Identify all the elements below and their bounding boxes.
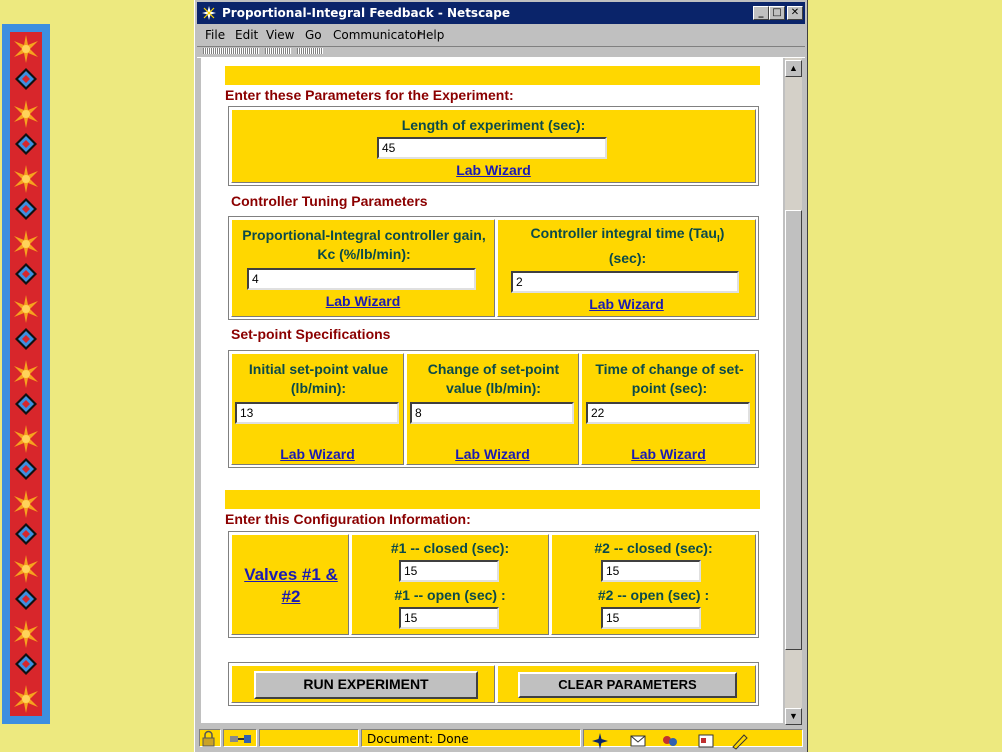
initial-setpoint-label: Initial set-point value (lb/min): — [248, 361, 389, 396]
netscape-icon — [201, 5, 217, 21]
connection-cell — [223, 729, 257, 747]
lab-wizard-link-gain[interactable]: Lab Wizard — [325, 293, 401, 309]
valve1-cell — [351, 534, 549, 635]
diamond-motif-icon — [14, 392, 38, 416]
lab-wizard-link-change[interactable]: Lab Wizard — [455, 446, 530, 462]
progress-cell — [259, 729, 359, 747]
address-book-icon[interactable] — [696, 732, 716, 750]
sun-motif-icon — [11, 229, 41, 259]
integral-cell — [497, 219, 756, 317]
menu-file[interactable]: File — [205, 28, 226, 42]
status-text-cell — [361, 729, 581, 747]
lab-wizard-link-integral[interactable]: Lab Wizard — [589, 296, 664, 312]
setpoint-panel — [228, 350, 759, 468]
minimize-button[interactable]: _ — [753, 6, 769, 20]
sun-motif-icon — [11, 684, 41, 714]
component-bar — [583, 729, 803, 747]
tuning-heading: Controller Tuning Parameters — [231, 193, 428, 209]
mail-icon[interactable] — [628, 732, 648, 750]
navigator-icon[interactable] — [590, 732, 610, 750]
toolbar-grip-1[interactable] — [203, 48, 259, 54]
sun-motif-icon — [11, 489, 41, 519]
sun-motif-icon — [11, 359, 41, 389]
time-setpoint-label: Time of change of set-point (sec): — [595, 361, 744, 396]
diamond-motif-icon — [14, 197, 38, 221]
lab-wizard-link-initial[interactable]: Lab Wizard — [280, 446, 355, 462]
experiment-cell — [231, 109, 756, 183]
integral-label: Controller integral time (Tau$_I$) — [530, 225, 725, 245]
menu-bar — [197, 25, 805, 45]
time-setpoint-input[interactable]: 22 — [586, 402, 750, 424]
time-setpoint-cell — [581, 353, 756, 465]
maximize-button[interactable]: □ — [769, 6, 785, 20]
scroll-down-button[interactable]: ▼ — [785, 708, 802, 725]
clear-cell — [497, 665, 756, 703]
browser-window — [194, 0, 808, 752]
change-setpoint-cell — [406, 353, 579, 465]
valve2-closed-input[interactable]: 15 — [601, 560, 701, 582]
toolbar-grip-2[interactable] — [265, 48, 291, 54]
diamond-motif-icon — [14, 132, 38, 156]
gain-label: Proportional-Integral controller gain, Kc (%/lb/min): — [242, 227, 486, 262]
valve2-open-input[interactable]: 15 — [601, 607, 701, 629]
diamond-motif-icon — [14, 522, 38, 546]
valve1-closed-label: #1 -- closed (sec): — [390, 540, 510, 556]
newsgroups-icon[interactable] — [660, 732, 680, 750]
sun-motif-icon — [11, 99, 41, 129]
sun-motif-icon — [11, 619, 41, 649]
setpoint-heading: Set-point Specifications — [231, 326, 391, 342]
page-content — [201, 58, 783, 723]
decorative-border-strip — [2, 24, 50, 724]
valve2-closed-label: #2 -- closed (sec): — [594, 540, 713, 556]
initial-setpoint-cell — [231, 353, 404, 465]
scroll-thumb[interactable] — [785, 210, 802, 650]
decorative-pattern — [10, 32, 42, 716]
lab-wizard-link-time[interactable]: Lab Wizard — [631, 446, 706, 462]
toolbar-grip-3[interactable] — [297, 48, 323, 54]
yellow-divider-2 — [225, 490, 760, 509]
status-bar — [197, 727, 805, 750]
menu-help[interactable]: Help — [417, 28, 445, 42]
valve1-open-label: #1 -- open (sec) : — [394, 587, 506, 603]
config-heading: Enter this Configuration Information: — [225, 511, 471, 527]
diamond-motif-icon — [14, 327, 38, 351]
diamond-motif-icon — [14, 67, 38, 91]
config-panel — [228, 531, 759, 638]
sun-motif-icon — [11, 164, 41, 194]
sun-motif-icon — [11, 34, 41, 64]
valve2-open-label: #2 -- open (sec) : — [597, 587, 710, 603]
scroll-up-button[interactable]: ▲ — [785, 60, 802, 77]
diamond-motif-icon — [14, 652, 38, 676]
menu-edit[interactable]: Edit — [235, 28, 259, 42]
sun-motif-icon — [11, 554, 41, 584]
change-setpoint-input[interactable]: 8 — [410, 402, 574, 424]
valve2-cell — [551, 534, 756, 635]
close-button[interactable]: ✕ — [787, 6, 803, 20]
menu-communicator[interactable]: Communicator — [333, 28, 422, 42]
experiment-panel — [228, 106, 759, 186]
integral-label-unit: (sec): — [608, 250, 647, 266]
menu-view[interactable]: View — [266, 28, 295, 42]
title-bar — [197, 2, 805, 24]
sun-motif-icon — [11, 424, 41, 454]
length-input[interactable]: 45 — [377, 137, 607, 159]
security-cell[interactable] — [199, 729, 221, 747]
yellow-divider — [225, 66, 760, 85]
composer-icon[interactable] — [730, 732, 750, 750]
plug-icon — [228, 730, 254, 748]
initial-setpoint-input[interactable]: 13 — [235, 402, 399, 424]
menu-go[interactable]: Go — [305, 28, 322, 42]
change-setpoint-label: Change of set-point value (lb/min): — [427, 361, 560, 396]
run-experiment-button[interactable]: RUN EXPERIMENT — [254, 671, 478, 699]
valve1-closed-input[interactable]: 15 — [399, 560, 499, 582]
gain-input[interactable]: 4 — [247, 268, 476, 290]
valve1-open-input[interactable]: 15 — [399, 607, 499, 629]
length-label: Length of experiment (sec): — [401, 117, 586, 133]
valves-link[interactable]: Valves #1 & #2 — [244, 565, 338, 606]
diamond-motif-icon — [14, 262, 38, 286]
actions-panel — [228, 662, 759, 706]
clear-parameters-button[interactable]: CLEAR PARAMETERS — [518, 672, 737, 698]
lock-icon — [200, 730, 220, 748]
lab-wizard-link-length[interactable]: Lab Wizard — [456, 162, 531, 178]
sun-motif-icon — [11, 294, 41, 324]
valves-cell — [231, 534, 349, 635]
run-cell — [231, 665, 495, 703]
integral-input[interactable]: 2 — [511, 271, 739, 293]
experiment-heading: Enter these Parameters for the Experiment: — [225, 87, 514, 103]
status-text: Document: Done — [367, 732, 469, 746]
gain-cell — [231, 219, 495, 317]
window-title: Proportional-Integral Feedback - Netscape — [222, 6, 511, 20]
collapsed-toolbars[interactable] — [197, 46, 805, 58]
diamond-motif-icon — [14, 587, 38, 611]
vertical-scrollbar[interactable] — [785, 58, 802, 723]
diamond-motif-icon — [14, 457, 38, 481]
tuning-panel — [228, 216, 759, 320]
